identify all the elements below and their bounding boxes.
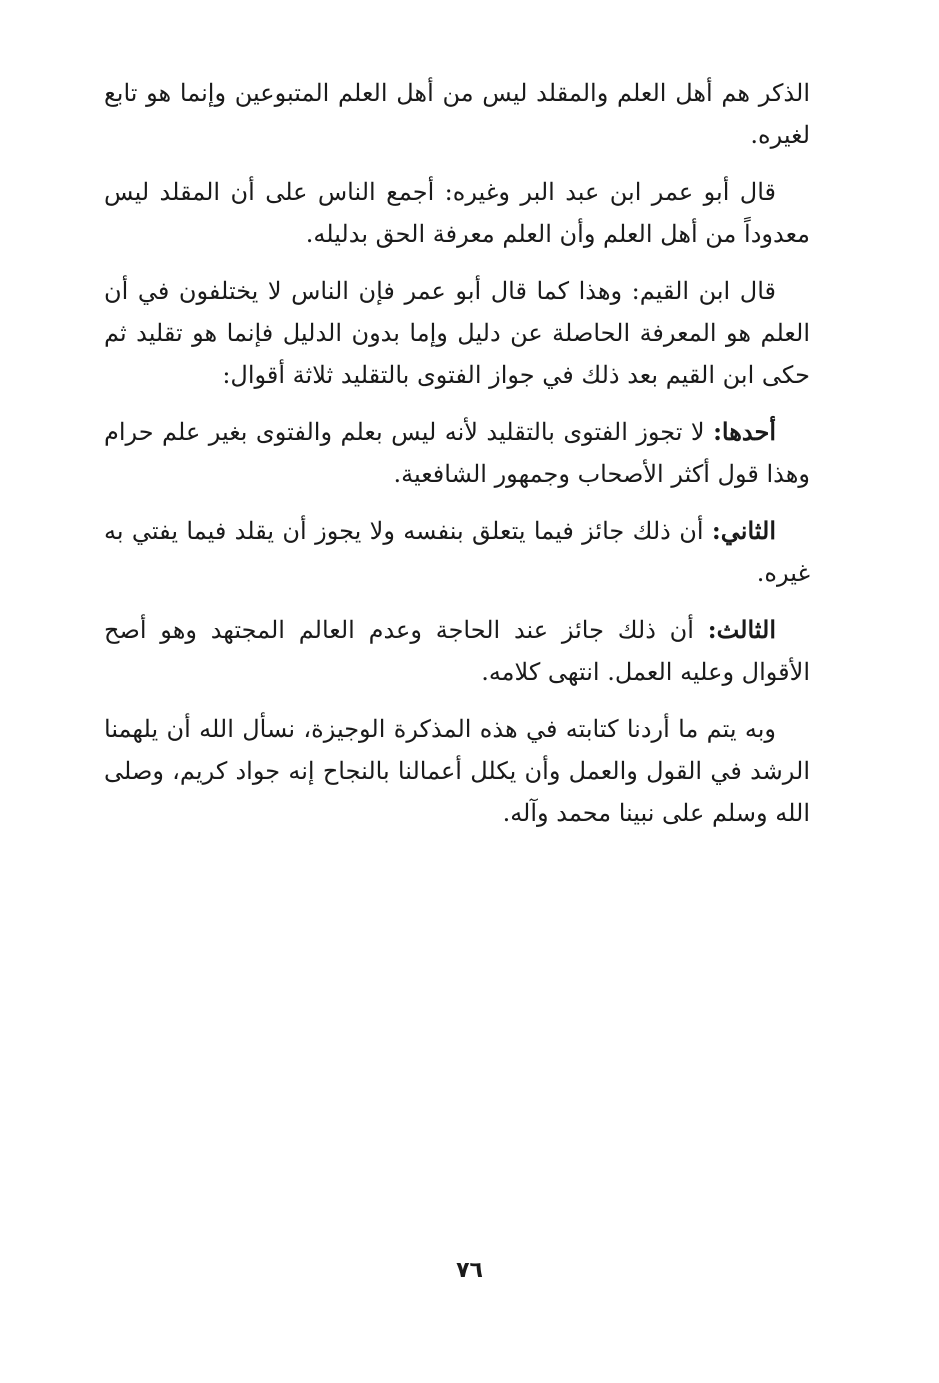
paragraph-6 (104, 609, 810, 693)
paragraph-2-text: قال أبو عمر ابن عبد البر وغيره: أجمع الناس على أن المقلد ليس معدوداً من أهل العلم وأن العلم معرفة الحق بدليله. (104, 178, 810, 248)
body-text (104, 72, 810, 849)
paragraph-5 (104, 510, 810, 594)
paragraph-2 (104, 171, 810, 255)
paragraph-7 (104, 708, 810, 834)
paragraph-4-text: لا تجوز الفتوى بالتقليد لأنه ليس بعلم والفتوى بغير علم حرام وهذا قول أكثر الأصحاب وجمهور الشافعية. (104, 418, 810, 488)
paragraph-6-text: أن ذلك جائز عند الحاجة وعدم العالم المجتهد وهو أصح الأقوال وعليه العمل. انتهى كلامه. (104, 616, 810, 686)
paragraph-3-text: قال ابن القيم: وهذا كما قال أبو عمر فإن الناس لا يختلفون في أن العلم هو المعرفة الحاصلة عن دليل وإما بدون الدليل فإنما هو تقليد ثم حكى ابن القيم بعد ذلك في جواز الفتوى بالتقليد ثلاثة أقوال: (104, 277, 810, 389)
page-number: ٧٦ (456, 1258, 483, 1283)
paragraph-1 (104, 72, 810, 156)
paragraph-3 (104, 270, 810, 396)
paragraph-6-lead: الثالث: (707, 615, 776, 644)
paragraph-4 (104, 411, 810, 495)
paragraph-4-lead: أحدها: (713, 417, 776, 446)
paragraph-1-text: الذكر هم أهل العلم والمقلد ليس من أهل العلم المتبوعين وإنما هو تابع لغيره. (104, 79, 810, 149)
paragraph-7-text: وبه يتم ما أردنا كتابته في هذه المذكرة الوجيزة، نسأل الله أن يلهمنا الرشد في القول والعمل وأن يكلل أعمالنا بالنجاح إنه جواد كريم، وصلى الله وسلم على نبينا محمد وآله. (104, 715, 810, 827)
paragraph-5-lead: الثاني: (711, 516, 776, 545)
paragraph-5-text: أن ذلك جائز فيما يتعلق بنفسه ولا يجوز أن يقلد فيما يفتي به غيره. (104, 517, 810, 587)
